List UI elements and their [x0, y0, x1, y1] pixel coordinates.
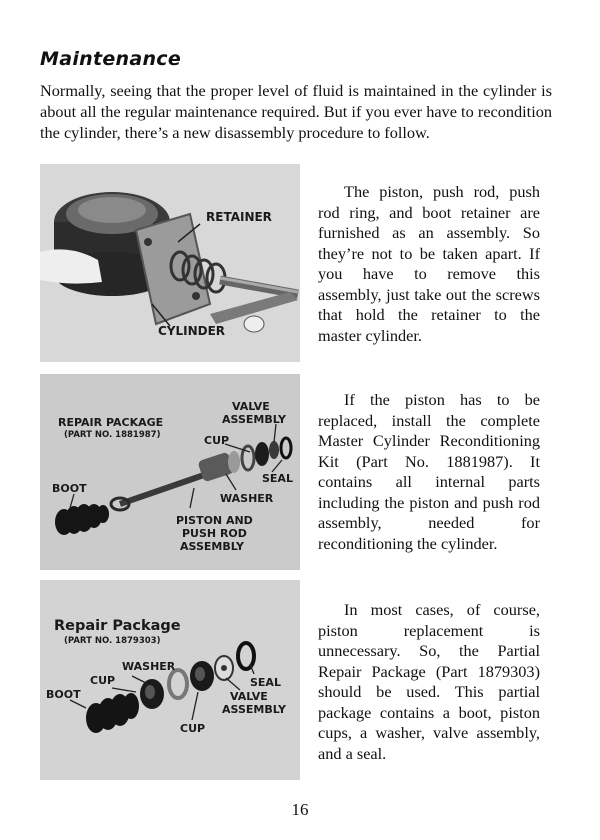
section-1-paragraph: The piston, push rod, push rod ring, and boot retainer are furnished as an assembly. So they’re not to be taken apart. If you have to remove this assembly, just take out the screws that hold the retainer to the master cylinder.	[318, 182, 540, 345]
boot-label: BOOT	[52, 482, 87, 495]
repair-package-title: REPAIR PACKAGE	[58, 416, 164, 429]
valve-label-line2: ASSEMBLY	[222, 703, 286, 716]
valve-label-line1: VALVE	[230, 690, 268, 703]
cup-top-label: CUP	[90, 674, 116, 687]
valve-label-line1: VALVE	[232, 400, 270, 413]
section-2-paragraph: If the piston has to be replaced, install the complete Master Cylinder Reconditioning Kit (Part No. 1881987). It contains all internal parts including the piston and push rod assembly, needed for reconditioning the cylinder.	[318, 390, 540, 553]
section-heading: Maintenance	[40, 48, 182, 70]
cup-bottom-label: CUP	[180, 722, 206, 735]
retainer-label: RETAINER	[206, 210, 272, 224]
cylinder-retainer-photo	[40, 164, 300, 362]
partial-part-number-label: (PART NO. 1879303)	[64, 636, 161, 646]
cup-label: CUP	[204, 434, 230, 447]
boot-label: BOOT	[46, 688, 81, 701]
intro-paragraph: Normally, seeing that the proper level of fluid is maintained in the cylinder is about all the regular maintenance required. But if you ever have to recondition the cylinder, there’s a new disassembly procedure to follow.	[40, 81, 552, 142]
seal-label: SEAL	[250, 676, 281, 689]
part-number-label: (PART NO. 1881987)	[64, 430, 161, 440]
section-3-paragraph: In most cases, of course, piston replacement is unnecessary. So, the Partial Repair Package (Part 1879303) should be used. This partial package contains a boot, piston cups, a washer, valve assembly, and a seal.	[318, 600, 540, 763]
valve-label-line2: ASSEMBLY	[222, 413, 286, 426]
partial-repair-package-photo	[40, 580, 300, 780]
piston-label-line3: ASSEMBLY	[180, 540, 244, 553]
washer-label: WASHER	[220, 492, 274, 505]
piston-label-line1: PISTON AND	[176, 514, 253, 527]
seal-label: SEAL	[262, 472, 293, 485]
complete-repair-package-photo	[40, 374, 300, 570]
page-number: 16	[291, 800, 309, 819]
piston-label-line2: PUSH ROD	[182, 527, 247, 540]
partial-package-title: Repair Package	[54, 618, 181, 634]
cylinder-label: CYLINDER	[158, 324, 226, 338]
washer-label: WASHER	[122, 660, 176, 673]
